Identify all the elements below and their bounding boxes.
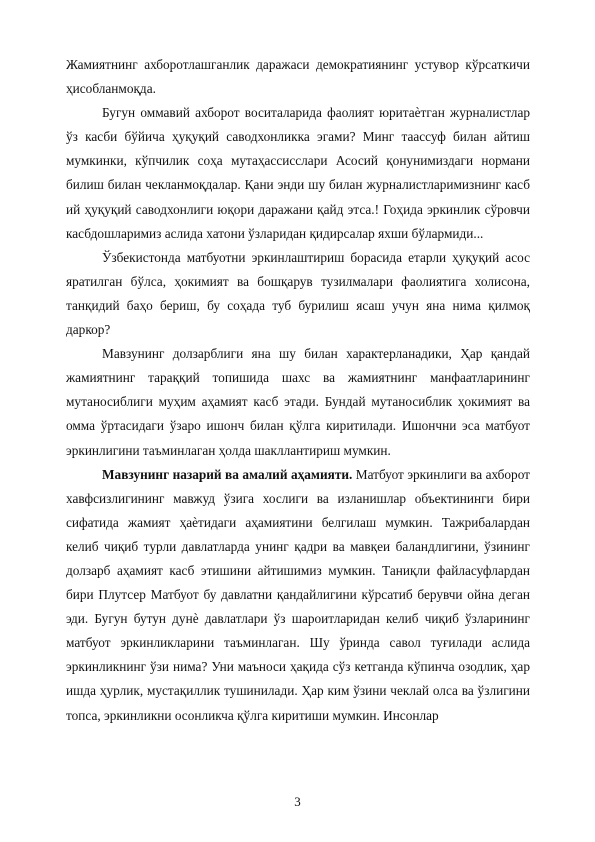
paragraph-text: Бугун оммавий ахборот воситаларида фаолият юритаѐтган журналистлар ўз касби бўйича ҳуқуқий саводхонликка эгами? Минг таассуф билан айтиш мумкинки, кўпчилик соҳа мутаҳассисслари Асосий қонунимиздаги нормани билиш билан чекланмоқдалар. Қани энди шу билан журналистларимизнинг касб ий ҳуқуқий саводхонлиги юқори даражани қайд этса.! Гоҳида эркинлик сўровчи касбдошларимиз аслида хатони ўзларидан қидирсалар яхши бўлармиди... bbox=[66, 105, 530, 241]
paragraph-intro bbox=[66, 53, 530, 101]
paragraph-journalists bbox=[66, 101, 530, 246]
paragraph-text: Жамиятнинг ахборотлашганлик даражаси демократиянинг устувор кўрсаткичи ҳисобланмоқда. bbox=[66, 57, 530, 97]
paragraph-theoretical-significance bbox=[66, 463, 530, 728]
paragraph-text: Мавзунинг долзарблиги яна шу билан характерланадики, Ҳар қандай жамиятнинг тараққий топишида шахс ва жамиятнинг манфаатларининг мутаносиблиги муҳим аҳамият касб этади. Бундай мутаносиблик ҳокимият ва омма ўртасидаги ўзаро ишонч билан қўлга киритилади. Ишончни эса матбуот эркинлигини таъминлаган ҳолда шакллантириш мумкин. bbox=[66, 346, 530, 458]
paragraph-topic-relevance bbox=[66, 342, 530, 462]
paragraph-text: Матбуот эркинлиги ва ахборот хавфсизлигининг мавжуд ўзига хослиги ва изланишлар объектининги бири сифатида жамият ҳаѐтидаги аҳамиятини белгилаш мумкин. Тажрибалардан келиб чиқиб турли давлатларда унинг қадри ва мавқеи баландлигини, ўзининг долзарб аҳамият касб этишини айтишимиз мумкин. Таниқли файласуфлардан бири Плутсер Матбуот бу давлатни қандайлигини кўрсатиб берувчи ойна деган эди. Бугун бутун дунѐ давлатлари ўз шароитларидан келиб чиқиб ўзларининг матбуот эркинликларини таъминлаган. Шу ўринда савол туғилади аслида эркинликнинг ўзи нима? Уни маъноси ҳақида сўз кетганда кўпинча озодлик, ҳар ишда ҳурлик, мустақиллик тушинилади. Ҳар ким ўзини чеклай олса ва ўзлигини топса, эркинликни осонликча қўлга киритиши мумкин. Инсонлар bbox=[66, 466, 530, 723]
paragraph-uzbekistan-press bbox=[66, 246, 530, 342]
page-number: 3 bbox=[294, 794, 301, 809]
section-heading: Мавзунинг назарий ва амалий аҳамияти. bbox=[102, 466, 353, 482]
document-page bbox=[66, 53, 530, 728]
paragraph-text: Ўзбекистонда матбуотни эркинлаштириш борасида етарли ҳуқуқий асос яратилган бўлса, ҳокимият ва бошқарув тузилмалари фаолиятига холисона, танқидий баҳо бериш, бу соҳада туб бурилиш ясаш учун яна нима қилмоқ даркор? bbox=[66, 249, 530, 338]
